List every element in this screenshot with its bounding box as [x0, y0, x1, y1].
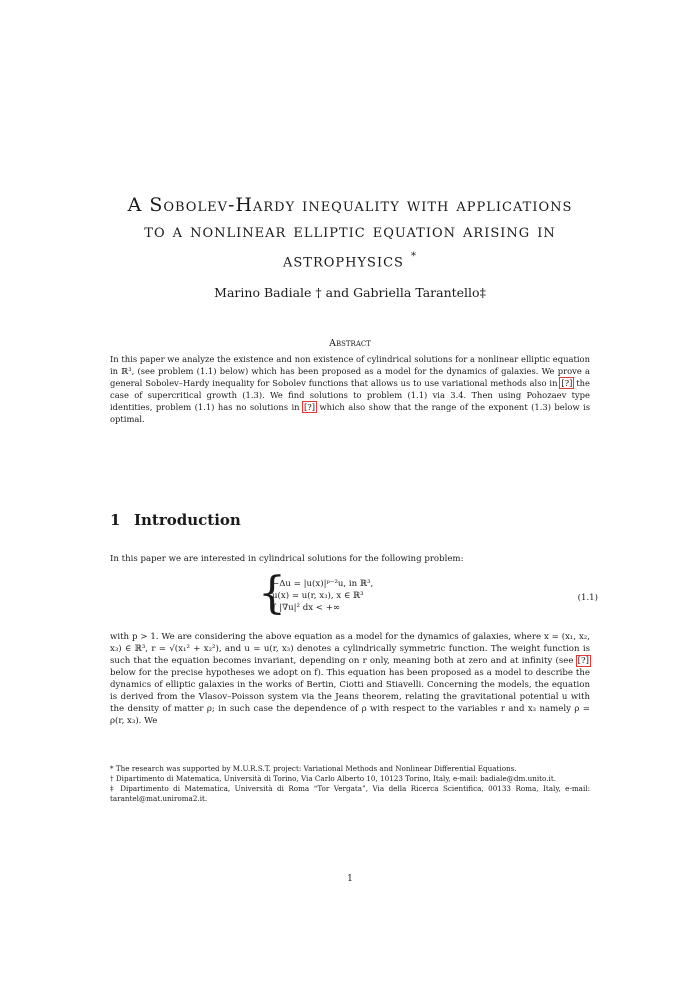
abstract-body [110, 353, 590, 425]
section-heading [110, 511, 590, 529]
equation-line-3: ∫ |∇u|² dx < +∞ [272, 603, 341, 613]
abstract-heading: Abstract [329, 338, 371, 349]
paper-title [100, 192, 600, 273]
intro-paragraph: In this paper we are interested in cylindrical solutions for the following problem: [110, 554, 464, 564]
abstract-text-2: the case of supercritical growth (1.3). We find solutions to problem (1.1) via 3.4. Then using Pohozaev type identities, problem (1.1) has no solutions in [110, 378, 591, 412]
body-text-2: below for the precise hypotheses we adopt on f). This equation has been proposed as a model to describe the dynamics of elliptic galaxies in the works of Bertin, Ciotti and Stiavelli. Concerning the models, the equation is derived from the Vlasov–Poisson system via the Jeans theorem, relating the gravitational potential u with the density of matter ρ; in such case the dependence of ρ with respect to the variables r and x₃ namely ρ = ρ(r, x₃). We [110, 668, 590, 726]
abstract-text-1: In this paper we analyze the existence and non existence of cylindrical solutions for a nonlinear elliptic equation in ℝ³, (see problem (1.1) below) which has been proposed as a model for the dynamics of galaxies. We prove a general Sobolev–Hardy inequality for Sobolev functions that allows us to use variational methods also in [110, 354, 590, 388]
footnote-1: * The research was supported by M.U.R.S.T. project: Variational Methods and Nonlinear Differential Equations. [110, 764, 517, 773]
body-citation-link[interactable]: [?] [577, 656, 589, 666]
body-text-1: with p > 1. We are considering the above equation as a model for the dynamics of galaxies, where x = (x₁, x₂, x₃) ∈ ℝ³, r = √(x₁² + x₂²), and u = u(r, x₃) denotes a cylindrically symmetric function. The weight function is such that the equation becomes invariant, depending on r only, meaning both at zero and at infinity (see [110, 632, 590, 666]
title-line-3-text: astrophysics [282, 249, 404, 272]
equation-line-2: u(x) = u(r, x₃), x ∈ ℝ³ [272, 591, 364, 601]
equation-lines [272, 578, 373, 614]
footnote-2: † Dipartimento di Matematica, Università di Torino, Via Carlo Alberto 10, 10123 Torino, Italy, e-mail: badiale@dm.unito.it. [110, 774, 556, 783]
footnotes [110, 764, 590, 804]
page-number: 1 [347, 874, 353, 884]
paper-authors: Marino Badiale † and Gabriella Tarantello‡ [214, 285, 486, 300]
abstract-citation-link-1[interactable]: [?] [561, 378, 573, 388]
footnote-3: ‡ Dipartimento di Matematica, Università di Roma “Tor Vergata”, Via della Ricerca Scientifica, 00133 Roma, Italy, e-mail: tarantel@mat.uniroma2.it. [110, 784, 590, 803]
body-paragraph [110, 631, 590, 727]
abstract-citation-link-2[interactable]: [?] [303, 402, 316, 412]
abstract-text-3: which also show that the range of the exponent (1.3) below is optimal. [110, 402, 591, 424]
section-number: 1 [110, 511, 121, 529]
equation-tag: (1.1) [577, 593, 598, 603]
equation-line-1: −Δu = |u(x)|ᵖ⁻²u, in ℝ³, [272, 579, 374, 589]
title-line-3 [100, 244, 600, 273]
section-title: Introduction [134, 511, 241, 529]
title-line-2: to a nonlinear elliptic equation arising in [144, 220, 556, 242]
title-line-1: A Sobolev-Hardy inequality with applications [127, 194, 573, 216]
display-equation [258, 568, 598, 624]
title-footnote-mark: * [411, 251, 418, 262]
equation-brace: { [258, 568, 286, 619]
